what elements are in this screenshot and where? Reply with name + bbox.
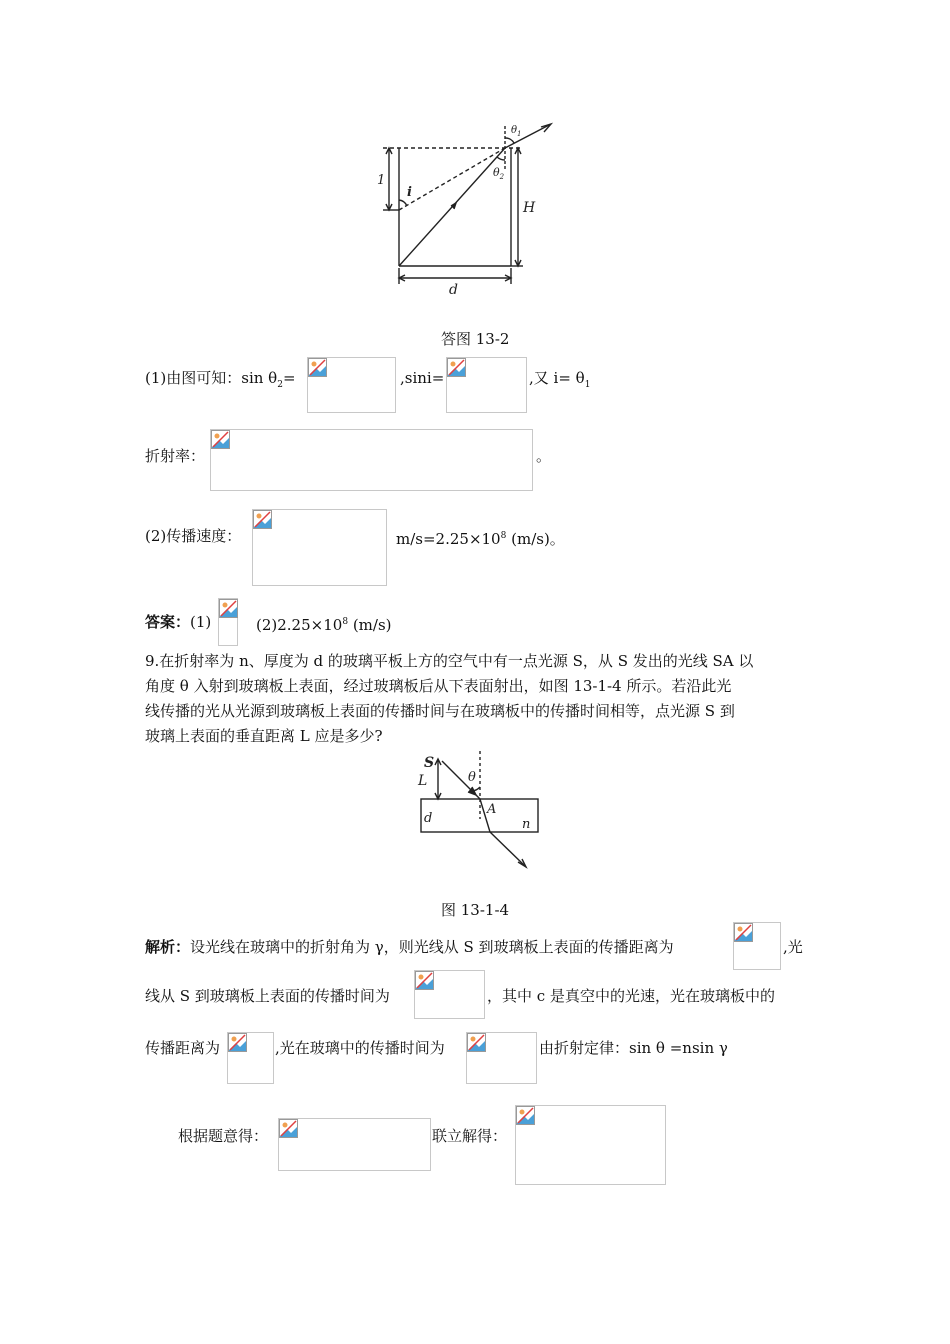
fig1-label-H: H	[523, 200, 536, 216]
fig2-label-A: A	[487, 802, 497, 817]
analysis-line-4b: 联立解得：	[432, 1127, 508, 1145]
fig1-label-d: d	[449, 282, 458, 298]
broken-image-icon	[219, 599, 238, 618]
fig2-label-n: n	[522, 817, 531, 832]
broken-image-distance-glass	[227, 1032, 274, 1084]
analysis-line-3c: 由折射定律：sin θ =nsin γ	[539, 1039, 728, 1057]
broken-image-solution	[515, 1105, 666, 1185]
broken-image-refraction	[210, 429, 533, 491]
speed-tail: $m/s=2.25\times 10^8$ (m/s)。	[396, 530, 565, 548]
analysis-line-4a: 根据题意得：	[178, 1127, 269, 1145]
fig1-label-i: i	[407, 185, 412, 200]
broken-image-icon	[279, 1119, 298, 1138]
broken-image-icon	[253, 510, 272, 529]
analysis-line-2: 线从 S 到玻璃板上表面的传播时间为	[145, 987, 390, 1005]
answer-part2: $(2)2.25\times 10^8$ (m/s)	[256, 616, 392, 634]
answer-line: 答案：(1)	[145, 613, 212, 631]
broken-image-time-air	[414, 970, 485, 1019]
question9-line-4: 玻璃上表面的垂直距离 L 应是多少?	[145, 727, 383, 745]
fig2-glass-plate	[421, 799, 538, 832]
fig2-label-theta: θ	[468, 770, 476, 785]
analysis-line-2-end: ，其中 c 是真空中的光速，光在玻璃板中的	[487, 987, 775, 1005]
broken-image-answer	[218, 598, 238, 646]
fig2-label-S: S	[424, 755, 435, 771]
analysis-line-1: 解析：设光线在玻璃中的折射角为 γ，则光线从 S 到玻璃板上表面的传播距离为	[145, 938, 674, 956]
fig1-apparent-ray	[399, 148, 505, 210]
broken-image-distance-air	[733, 922, 781, 970]
speed-label: (2)传播速度：	[145, 527, 242, 545]
part1-tail: ,又 $i= \theta_1$	[529, 369, 591, 390]
fig2-exit-ray	[490, 832, 526, 867]
broken-image-sin-theta2	[307, 357, 396, 413]
refraction-end: 。	[536, 447, 552, 465]
analysis-line-3b: ,光在玻璃中的传播时间为	[275, 1039, 445, 1057]
fig2-label-L: L	[418, 773, 428, 789]
question9-line-1: 9.在折射率为 n、厚度为 d 的玻璃平板上方的空气中有一点光源 S，从 S 发出的光线 SA 以	[145, 652, 754, 670]
fig2-label-d: d	[424, 811, 433, 826]
fig1-label-one: 1	[377, 173, 386, 188]
broken-image-icon	[467, 1033, 486, 1052]
broken-image-sini	[446, 357, 527, 413]
broken-image-icon	[447, 358, 466, 377]
broken-image-equation	[278, 1118, 431, 1171]
figure1-caption: 答图 13-2	[441, 330, 510, 348]
broken-image-icon	[415, 971, 434, 990]
broken-image-icon	[308, 358, 327, 377]
broken-image-speed	[252, 509, 387, 586]
question9-line-2: 角度 θ 入射到玻璃板上表面，经过玻璃板后从下表面射出，如图 13-1-4 所示。若沿此光	[145, 677, 732, 695]
fig1-label-theta1: $\theta_1$	[511, 125, 522, 138]
question9-line-3: 线传播的光从光源到玻璃板上表面的传播时间与在玻璃板中的传播时间相等，点光源 S 到	[145, 702, 735, 720]
refraction-label: 折射率：	[145, 447, 206, 465]
part1-line: (1)由图可知：$\sin \theta_2=$	[145, 369, 296, 390]
broken-image-icon	[516, 1106, 535, 1125]
broken-image-time-glass	[466, 1032, 537, 1084]
figure-13-2	[365, 118, 565, 318]
analysis-line-3a: 传播距离为	[145, 1039, 221, 1057]
broken-image-icon	[228, 1033, 247, 1052]
figure-13-1-4	[408, 745, 544, 873]
broken-image-icon	[734, 923, 753, 942]
fig1-label-theta2: $\theta_2$	[493, 166, 505, 181]
broken-image-icon	[211, 430, 230, 449]
analysis-line-1-end: ,光	[783, 938, 803, 956]
figure2-caption: 图 13-1-4	[441, 901, 510, 919]
sini-label: ,sini=	[400, 369, 445, 387]
